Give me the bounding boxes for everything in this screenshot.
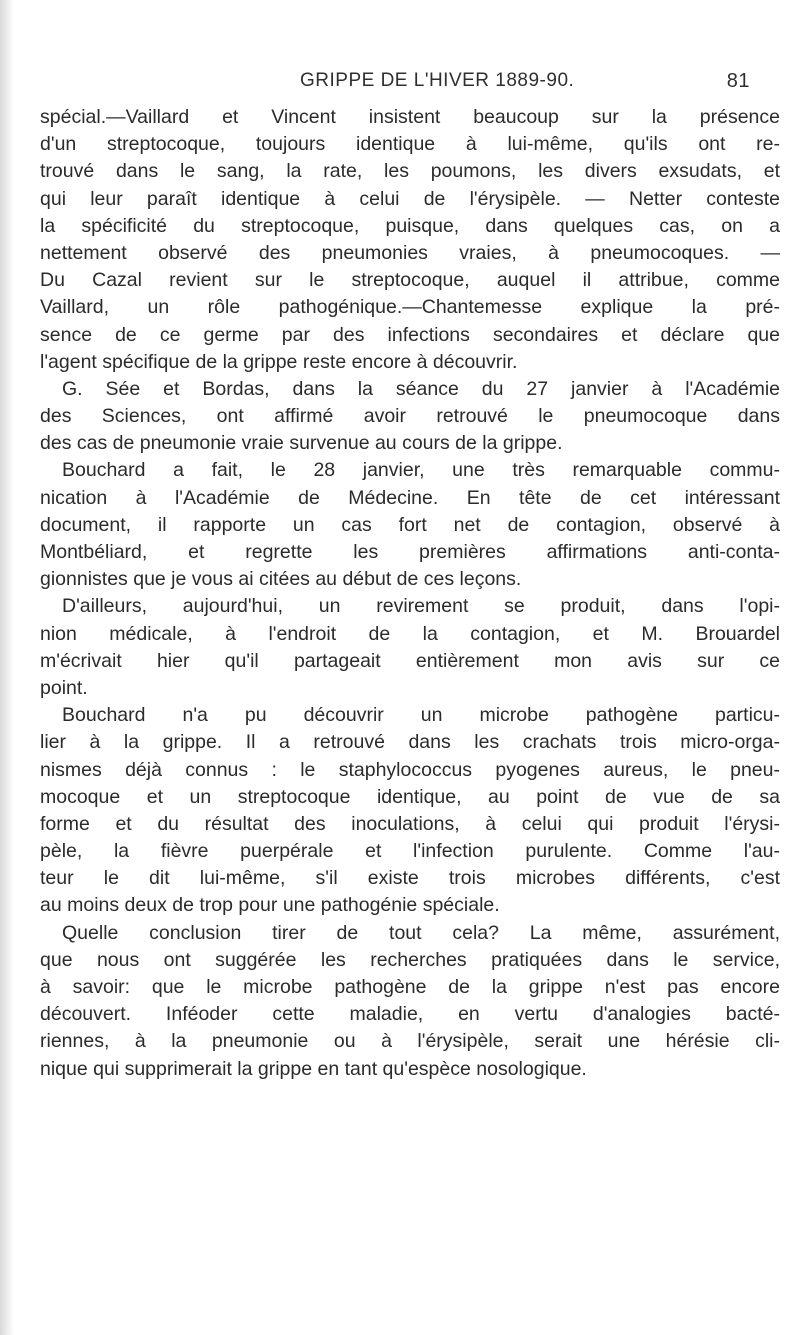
text-line: mocoque et un streptocoque identique, au point de vue de sa <box>40 785 780 808</box>
text-line: nion médicale, à l'endroit de la contagion, et M. Brouardel <box>40 622 780 645</box>
text-line: sence de ce germe par des infections secondaires et déclare que <box>40 323 780 346</box>
text-line: document, il rapporte un cas fort net de contagion, observé à <box>40 513 780 536</box>
text-line: nismes déjà connus : le staphylococcus pyogenes aureus, le pneu- <box>40 758 780 781</box>
text-line: Quelle conclusion tirer de tout cela? La même, assurément, <box>62 921 780 944</box>
text-line: Montbéliard, et regrette les premières affirmations anti-conta- <box>40 541 780 563</box>
text-line: point. <box>40 676 88 699</box>
text-line: gionnistes que je vous ai citées au début de ces leçons. <box>40 568 522 591</box>
text-line: teur le dit lui-même, s'il existe trois microbes différents, c'est <box>40 867 780 890</box>
text-line: d'un streptocoque, toujours identique à lui-même, qu'ils ont re- <box>40 133 780 156</box>
text-line: trouvé dans le sang, la rate, les poumons, les divers exsudats, et <box>40 160 780 183</box>
text-line: spécial.—Vaillard et Vincent insistent beaucoup sur la présence <box>40 106 780 128</box>
text-line: qui leur paraît identique à celui de l'érysipèle. — Netter conteste <box>40 187 780 210</box>
text-line: au moins deux de trop pour une pathogénie spéciale. <box>40 894 500 917</box>
text-line: la spécificité du streptocoque, puisque, dans quelques cas, on a <box>40 214 780 237</box>
text-line: nication à l'Académie de Médecine. En tête de cet intéressant <box>40 486 780 509</box>
text-line: Bouchard n'a pu découvrir un microbe pathogène particu- <box>62 704 780 727</box>
text-line: nique qui supprimerait la grippe en tant qu'espèce nosologique. <box>40 1057 587 1080</box>
text-line: Du Cazal revient sur le streptocoque, auquel il attribue, comme <box>40 269 780 292</box>
text-line: nettement observé des pneumonies vraies, à pneumocoques. — <box>40 241 780 264</box>
page-number: 81 <box>726 70 750 92</box>
page-gutter-shadow <box>0 0 14 1335</box>
text-line: Bouchard a fait, le 28 janvier, une très remarquable commu- <box>62 459 780 482</box>
text-line: que nous ont suggérée les recherches pratiquées dans le service, <box>40 948 780 971</box>
text-line: Vaillard, un rôle pathogénique.—Chantemesse explique la pré- <box>40 296 780 319</box>
text-line: des cas de pneumonie vraie survenue au cours de la grippe. <box>40 432 563 455</box>
text-line: riennes, à la pneumonie ou à l'érysipèle, serait une hérésie cli- <box>40 1030 780 1053</box>
text-line: lier à la grippe. Il a retrouvé dans les crachats trois micro-orga- <box>40 731 780 754</box>
text-line: forme et du résultat des inoculations, à celui qui produit l'érysi- <box>40 812 780 835</box>
text-line: pèle, la fièvre puerpérale et l'infection purulente. Comme l'au- <box>40 840 780 863</box>
running-title: GRIPPE DE L'HIVER 1889-90. <box>300 70 575 91</box>
text-line: à savoir: que le microbe pathogène de la grippe n'est pas encore <box>40 976 780 998</box>
text-line: D'ailleurs, aujourd'hui, un revirement se produit, dans l'opi- <box>62 595 780 618</box>
body-text <box>40 104 780 1083</box>
text-line: des Sciences, ont affirmé avoir retrouvé le pneumocoque dans <box>40 405 780 428</box>
text-line: découvert. Inféoder cette maladie, en vertu d'analogies bacté- <box>40 1003 780 1026</box>
text-line: l'agent spécifique de la grippe reste encore à découvrir. <box>40 350 518 373</box>
text-line: m'écrivait hier qu'il partageait entièrement mon avis sur ce <box>40 649 780 672</box>
text-line: G. Sée et Bordas, dans la séance du 27 janvier à l'Académie <box>62 377 780 400</box>
running-head <box>300 70 750 100</box>
